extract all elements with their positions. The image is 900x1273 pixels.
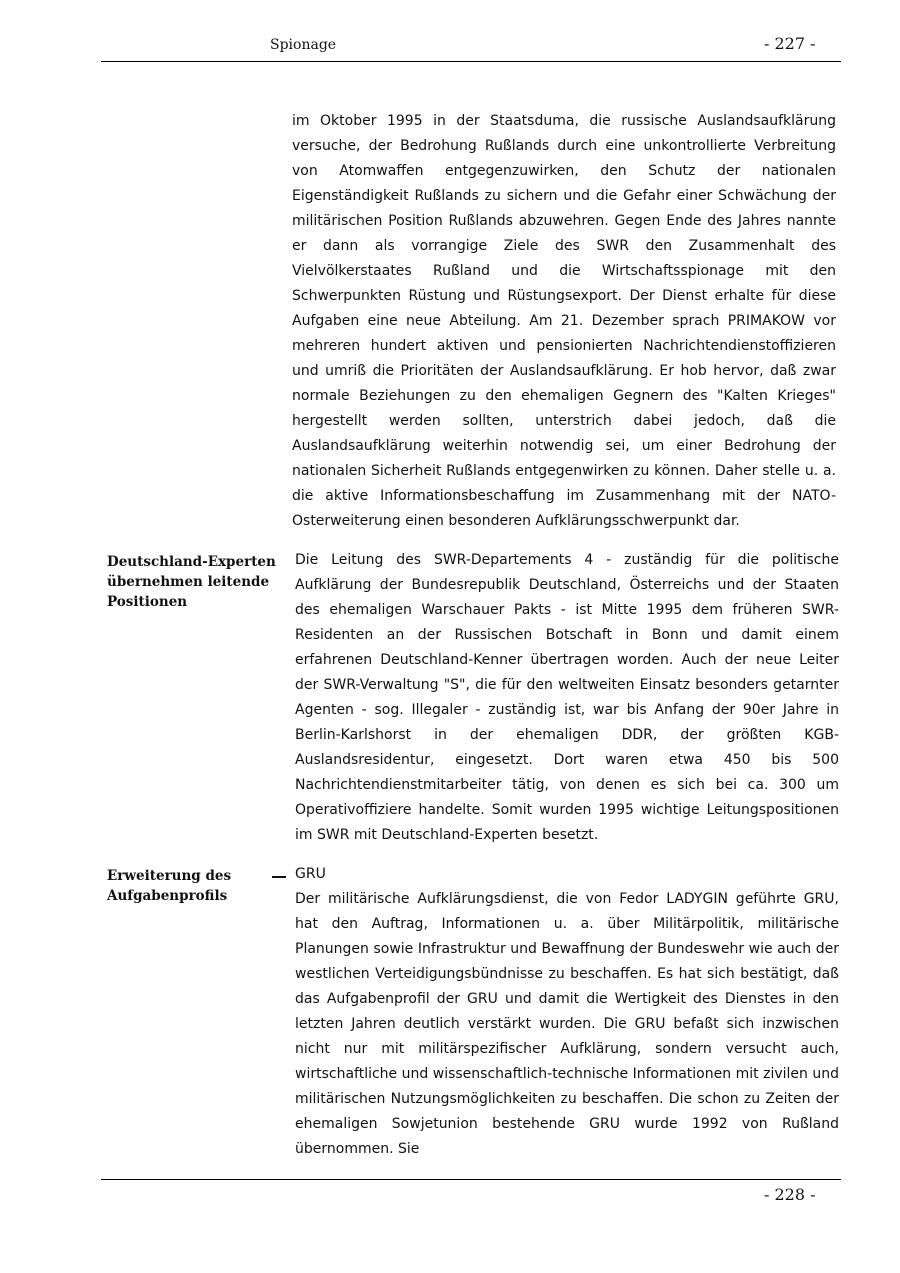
paragraph-swr-departement: Die Leitung des SWR-Departements 4 - zuständig für die politische Aufklärung der Bundesrepublik Deutschland, Österreichs und der Staaten des ehemaligen Warschauer Pakts - ist Mitte 1995 dem früheren SWR-Residenten an der Russischen Botschaft in Bonn und damit einem erfahrenen Deutschland-Kenner übertragen worden. Auch der neue Leiter der SWR-Verwaltung "S", die für den weltweiten Einsatz besonders getarnter Agenten - sog. Illegaler - zuständig ist, war bis Anfang der 90er Jahre in Berlin-Karlshorst in der ehemaligen DDR, der größten KGB-Auslandsresidentur, eingesetzt. Dort waren etwa 450 bis 500 Nachrichtendienstmitarbeiter tätig, von denen es sich bei ca. 300 um Operativoffiziere handelte. Somit wurden 1995 wichtige Leitungspositionen im SWR mit Deutschland-Experten besetzt. [295,552,839,843]
running-title: Spionage [270,37,337,53]
page-header [101,30,841,62]
footer-rule [101,1179,841,1180]
list-item-gru-label: GRU [295,866,326,882]
page-number-bottom: - 228 - [764,1185,816,1204]
page-number-top: - 227 - [764,34,816,53]
sidenote-aufgabenprofil: Erweiterung des Aufgabenprofils [107,868,232,904]
paragraph-primakow: im Oktober 1995 in der Staatsduma, die russische Auslandsaufklärung versuche, der Bedrohung Rußlands durch eine unkontrollierte Verbreitung von Atomwaffen entgegenzuwirken, den Schutz der nationalen Eigenständigkeit Rußlands zu sichern und die Gefahr einer Schwächung der militärischen Position Rußlands abzuwehren. Gegen Ende des Jahres nannte er dann als vorrangige Ziele des SWR den Zusammenhalt des Vielvölkerstaates Rußland und die Wirtschaftsspionage mit den Schwerpunkten Rüstung und Rüstungsexport. Der Dienst erhalte für diese Aufgaben eine neue Abteilung. Am 21. Dezember sprach PRIMAKOW vor mehreren hundert aktiven und pensionierten Nachrichtendienstoffizieren und umriß die Prioritäten der Auslandsaufklärung. Er hob hervor, daß zwar normale Beziehungen zu den ehemaligen Gegnern des "Kalten Krieges" hergestellt werden sollten, unterstrich dabei jedoch, daß die Auslandsaufklärung weiterhin notwendig sei, um einer Bedrohung der nationalen Sicherheit Rußlands entgegenwirken zu können. Daher stelle u. a. die aktive Informationsbeschaffung im Zusammenhang mit der NATO-Osterweiterung einen besonderen Aufklärungsschwerpunkt dar. [292,113,836,529]
list-dash [272,876,286,878]
sidenote-deutschland-experten: Deutschland-Experten übernehmen leitende Positionen [107,554,276,610]
paragraph-gru: Der militärische Aufklärungsdienst, die von Fedor LADYGIN geführte GRU, hat den Auftrag, Informationen u. a. über Militärpolitik, militärische Planungen sowie Infrastruktur und Bewaffnung der Bundeswehr wie auch der westlichen Verteidigungsbündnisse zu beschaffen. Es hat sich bestätigt, daß das Aufgabenprofil der GRU und damit die Wertigkeit des Dienstes in den letzten Jahren deutlich verstärkt wurden. Die GRU befaßt sich inzwischen nicht nur mit militärspezifischer Aufklärung, sondern versucht auch, wirtschaftliche und wissenschaftlich-technische Informationen mit zivilen und militärischen Nutzungsmöglichkeiten zu beschaffen. Die schon zu Zeiten der ehemaligen Sowjetunion bestehende GRU wurde 1992 von Rußland übernommen. Sie [295,891,839,1157]
